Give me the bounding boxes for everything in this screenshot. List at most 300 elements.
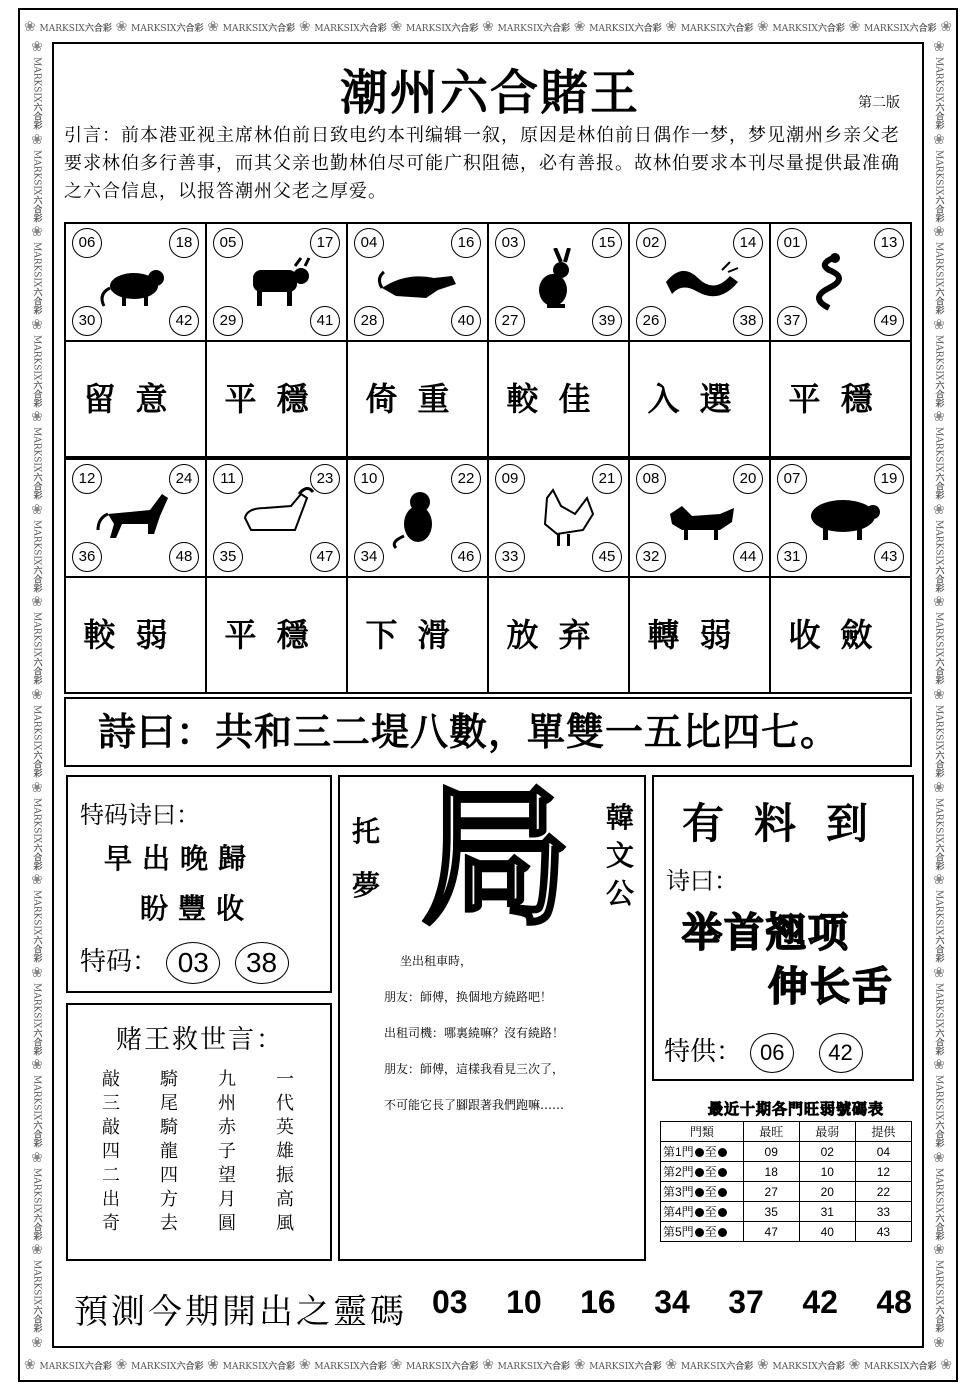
- zodiac-cell: [628, 458, 771, 578]
- zodiac-number: 12: [72, 464, 102, 494]
- savior-char: 一: [276, 1069, 294, 1090]
- flower-icon: ❀: [665, 19, 678, 35]
- flower-icon: ❀: [933, 224, 945, 241]
- watermark-text: MARKSIX六合彩: [31, 519, 42, 593]
- zodiac-number: 15: [592, 228, 622, 258]
- zodiac-number: 04: [354, 228, 384, 258]
- savior-char: 代: [276, 1093, 294, 1114]
- zodiac-number: 44: [733, 542, 763, 572]
- flower-icon: ❀: [482, 1357, 494, 1373]
- zodiac-cell: [628, 222, 771, 342]
- prediction-label: 預測今期開出之靈碼: [74, 1292, 407, 1332]
- flower-icon: ❀: [933, 1057, 945, 1074]
- zodiac-number: 48: [169, 542, 199, 572]
- zodiac-number: 18: [169, 228, 199, 258]
- savior-char: 去: [160, 1213, 178, 1234]
- flower-icon: ❀: [848, 19, 861, 35]
- savior-char: 雄: [276, 1141, 294, 1162]
- watermark-text: MARKSIX六合彩: [589, 23, 662, 34]
- watermark-text: MARKSIX六合彩: [406, 23, 479, 34]
- watermark-text: MARKSIX六合彩: [772, 1361, 845, 1372]
- flower-icon: ❀: [31, 779, 43, 796]
- zodiac-word: 下滑: [346, 576, 489, 694]
- watermark-text: MARKSIX六合彩: [933, 982, 944, 1056]
- range-start-ball: [695, 1168, 704, 1177]
- watermark-text: MARKSIX六合彩: [772, 23, 845, 34]
- zodiac-word: 入選: [628, 340, 771, 458]
- prediction-number: 42: [802, 1284, 838, 1320]
- zodiac-word: 平穩: [205, 340, 348, 458]
- zodiac-word: 平穩: [205, 576, 348, 694]
- watermark-text: MARKSIX六合彩: [31, 149, 42, 223]
- stats-table-wrap: [660, 1121, 912, 1242]
- left-vertical-text: 托 夢: [351, 815, 380, 902]
- zodiac-number: 05: [213, 228, 243, 258]
- flower-icon: ❀: [31, 409, 43, 426]
- zodiac-number: 40: [451, 306, 481, 336]
- range-end-ball: [718, 1148, 727, 1157]
- zodiac-number: 24: [169, 464, 199, 494]
- flower-icon: ❀: [848, 1357, 861, 1373]
- stats-header: 最旺: [743, 1122, 799, 1142]
- special-code-row: [80, 941, 289, 984]
- watermark-text: MARKSIX六合彩: [222, 1361, 296, 1372]
- watermark-text: MARKSIX六合彩: [39, 1361, 112, 1372]
- savior-char: 敲: [102, 1069, 120, 1090]
- watermark-text: MARKSIX六合彩: [406, 1361, 479, 1372]
- special-code-line2: 盼豐收: [140, 892, 255, 925]
- flower-icon: ❀: [933, 872, 945, 889]
- youliao-label: 特供：: [664, 1037, 743, 1067]
- watermark-text: MARKSIX六合彩: [933, 57, 944, 130]
- watermark-text: MARKSIX六合彩: [31, 797, 42, 870]
- flower-icon: ❀: [933, 1149, 945, 1166]
- zodiac-cell: [64, 458, 207, 578]
- savior-char: 奇: [102, 1213, 120, 1234]
- watermark-text: MARKSIX六合彩: [933, 797, 944, 870]
- zodiac-number: 41: [310, 306, 340, 336]
- dialog-line: 坐出租車時，: [400, 954, 473, 968]
- zodiac-number: 11: [213, 464, 243, 494]
- flower-icon: ❀: [933, 964, 945, 981]
- watermark-text: MARKSIX六合彩: [31, 612, 42, 685]
- stats-header: 門類: [661, 1122, 744, 1142]
- zodiac-number: 42: [169, 306, 199, 336]
- special-code-box: [66, 775, 332, 993]
- zodiac-number: 33: [495, 542, 525, 572]
- flower-icon: ❀: [757, 1357, 769, 1373]
- watermark-text: MARKSIX六合彩: [864, 1361, 937, 1372]
- goat-icon: [235, 484, 319, 550]
- zodiac-cell: [487, 458, 630, 578]
- stats-hot: 47: [743, 1222, 799, 1242]
- zodiac-number: 39: [592, 306, 622, 336]
- savior-char: 望: [218, 1165, 236, 1186]
- range-end-ball: [718, 1168, 727, 1177]
- savior-char: 出: [102, 1189, 120, 1210]
- zodiac-number: 30: [72, 306, 102, 336]
- zodiac-number: 45: [592, 542, 622, 572]
- zodiac-number: 43: [874, 542, 904, 572]
- watermark-text: MARKSIX六合彩: [31, 1075, 42, 1148]
- flower-icon: ❀: [933, 686, 945, 703]
- zodiac-number: 07: [777, 464, 807, 494]
- zodiac-number: 49: [874, 306, 904, 336]
- watermark-text: MARKSIX六合彩: [314, 23, 387, 34]
- range-end-ball: [718, 1228, 727, 1237]
- watermark-text: MARKSIX六合彩: [39, 23, 112, 34]
- watermark-text: MARKSIX六合彩: [933, 1167, 944, 1241]
- ox-icon: [235, 248, 319, 314]
- flower-icon: ❀: [933, 409, 945, 426]
- youliao-number: 06: [750, 1033, 794, 1073]
- flower-icon: ❀: [31, 1334, 43, 1350]
- watermark-text: MARKSIX六合彩: [864, 23, 937, 34]
- flower-icon: ❀: [31, 1242, 43, 1259]
- special-code-heading: 特码诗曰：: [80, 801, 200, 829]
- watermark-text: MARKSIX六合彩: [31, 890, 42, 963]
- flower-icon: ❀: [933, 1334, 945, 1350]
- zodiac-word: 較佳: [487, 340, 630, 458]
- range-start-ball: [695, 1148, 704, 1157]
- zodiac-number: 17: [310, 228, 340, 258]
- flower-icon: ❀: [933, 316, 945, 333]
- watermark-text: MARKSIX六合彩: [31, 242, 42, 315]
- flower-icon: ❀: [757, 19, 769, 35]
- youliao-box: [652, 775, 914, 1081]
- flower-icon: ❀: [665, 1357, 678, 1373]
- special-code-label: 特码：: [80, 947, 159, 977]
- prediction-number: 03: [432, 1284, 468, 1320]
- watermark-text: MARKSIX六合彩: [31, 1167, 42, 1241]
- savior-char: 英: [276, 1117, 294, 1138]
- rabbit-icon: [517, 248, 601, 314]
- stats-cold: 20: [799, 1182, 855, 1202]
- dialog-line: 出租司機：哪裏繞嘛？沒有繞路！: [384, 1026, 565, 1040]
- savior-char: 子: [218, 1141, 236, 1162]
- zodiac-number: 10: [354, 464, 384, 494]
- zodiac-number: 26: [636, 306, 666, 336]
- flower-icon: ❀: [31, 40, 43, 55]
- range-end-ball: [718, 1208, 727, 1217]
- watermark-text: MARKSIX六合彩: [497, 1361, 570, 1372]
- zodiac-number: 20: [733, 464, 763, 494]
- flower-icon: ❀: [933, 501, 945, 518]
- zodiac-number: 01: [777, 228, 807, 258]
- flower-icon: ❀: [31, 964, 43, 981]
- stats-pick: 43: [855, 1222, 911, 1242]
- stats-pick: 12: [855, 1162, 911, 1182]
- snake-icon: [799, 248, 883, 314]
- stats-hot: 18: [743, 1162, 799, 1182]
- watermark-text: MARKSIX六合彩: [314, 1361, 387, 1372]
- zodiac-number: 08: [636, 464, 666, 494]
- youliao-number: 42: [819, 1033, 863, 1073]
- savior-char: 州: [218, 1093, 236, 1114]
- zodiac-cell: [205, 222, 348, 342]
- watermark-text: MARKSIX六合彩: [933, 612, 944, 685]
- flower-icon: ❀: [940, 19, 952, 35]
- watermark-text: MARKSIX六合彩: [497, 23, 570, 34]
- savior-char: 方: [160, 1189, 178, 1210]
- special-code-line1: 早出晚歸: [104, 842, 257, 875]
- stats-cold: 02: [799, 1142, 855, 1162]
- watermark-text: MARKSIX六合彩: [31, 334, 42, 408]
- savior-char: 圓: [218, 1213, 236, 1234]
- horse-icon: [94, 484, 178, 550]
- middle-story-box: [338, 772, 646, 1261]
- dialog-line: 不可能它長了腳跟著我們跑嘛……: [384, 1098, 565, 1112]
- watermark-left: [24, 40, 50, 1350]
- zodiac-number: 22: [451, 464, 481, 494]
- zodiac-cell: [205, 458, 348, 578]
- zodiac-number: 35: [213, 542, 243, 572]
- flower-icon: ❀: [31, 131, 43, 148]
- watermark-text: MARKSIX六合彩: [680, 1361, 754, 1372]
- youliao-heading: 有料到: [682, 799, 899, 848]
- poem-banner: 詩曰：共和三二堤八數，單雙一五比四七。: [64, 697, 912, 767]
- zodiac-word: 放弃: [487, 576, 630, 694]
- zodiac-word: 轉弱: [628, 576, 771, 694]
- stats-hot: 35: [743, 1202, 799, 1222]
- zodiac-number: 36: [72, 542, 102, 572]
- zodiac-number: 03: [495, 228, 525, 258]
- watermark-text: MARKSIX六合彩: [31, 57, 42, 130]
- watermark-text: MARKSIX六合彩: [933, 149, 944, 223]
- flower-icon: ❀: [573, 1357, 586, 1373]
- watermark-bottom: [24, 1352, 952, 1378]
- stats-pick: 22: [855, 1182, 911, 1202]
- watermark-text: MARKSIX六合彩: [31, 427, 42, 500]
- zodiac-number: 31: [777, 542, 807, 572]
- prediction-number: 10: [506, 1284, 542, 1320]
- zodiac-number: 32: [636, 542, 666, 572]
- zodiac-number: 46: [451, 542, 481, 572]
- tiger-icon: [376, 248, 460, 314]
- range-end-ball: [718, 1188, 727, 1197]
- stats-door: 第4門 至: [661, 1202, 744, 1222]
- stats-door: 第5門 至: [661, 1222, 744, 1242]
- watermark-text: MARKSIX六合彩: [933, 519, 944, 593]
- savior-char: 騎: [160, 1069, 178, 1090]
- flower-icon: ❀: [298, 1357, 311, 1373]
- stats-title: 最近十期各門旺弱號碼表: [707, 1100, 884, 1118]
- stats-cold: 40: [799, 1222, 855, 1242]
- savior-char: 高: [276, 1189, 294, 1210]
- youliao-row: [664, 1031, 863, 1073]
- watermark-text: MARKSIX六合彩: [131, 23, 204, 34]
- flower-icon: ❀: [31, 1149, 43, 1166]
- zodiac-number: 19: [874, 464, 904, 494]
- savior-char: 振: [276, 1165, 294, 1186]
- zodiac-number: 16: [451, 228, 481, 258]
- flower-icon: ❀: [207, 1357, 219, 1373]
- savior-char: 風: [276, 1213, 294, 1234]
- stats-hot: 27: [743, 1182, 799, 1202]
- savior-char: 四: [102, 1141, 120, 1162]
- right-vertical-text: 韓 文 公: [605, 801, 634, 910]
- watermark-text: MARKSIX六合彩: [589, 1361, 662, 1372]
- zodiac-number: 29: [213, 306, 243, 336]
- zodiac-number: 09: [495, 464, 525, 494]
- zodiac-cell: [346, 222, 489, 342]
- flower-icon: ❀: [933, 40, 945, 55]
- stats-pick: 04: [855, 1142, 911, 1162]
- zodiac-cell: [487, 222, 630, 342]
- flower-icon: ❀: [933, 594, 945, 611]
- zodiac-number: 34: [354, 542, 384, 572]
- range-start-ball: [695, 1208, 704, 1217]
- savior-char: 二: [102, 1165, 120, 1186]
- prediction-number: 16: [580, 1284, 616, 1320]
- watermark-text: MARKSIX六合彩: [31, 1260, 42, 1333]
- flower-icon: ❀: [207, 19, 219, 35]
- zodiac-number: 02: [636, 228, 666, 258]
- flower-icon: ❀: [390, 1357, 403, 1373]
- watermark-text: MARKSIX六合彩: [933, 1075, 944, 1148]
- pig-icon: [799, 484, 883, 550]
- watermark-text: MARKSIX六合彩: [680, 23, 754, 34]
- flower-icon: ❀: [31, 224, 43, 241]
- watermark-text: MARKSIX六合彩: [31, 982, 42, 1056]
- range-start-ball: [695, 1228, 704, 1237]
- savior-char: 龍: [160, 1141, 178, 1162]
- zodiac-cell: [769, 222, 912, 342]
- zodiac-cell: [346, 458, 489, 578]
- flower-icon: ❀: [31, 686, 43, 703]
- dialog-line: 朋友：師傅，這樣我看見三次了，: [384, 1062, 565, 1076]
- monkey-icon: [376, 484, 460, 550]
- zodiac-number: 13: [874, 228, 904, 258]
- flower-icon: ❀: [390, 19, 403, 35]
- dragon-icon: [658, 248, 742, 314]
- flower-icon: ❀: [933, 1242, 945, 1259]
- zodiac-word: 留意: [64, 340, 207, 458]
- special-code-number: 38: [235, 942, 289, 984]
- stats-row: [661, 1202, 912, 1222]
- watermark-text: MARKSIX六合彩: [222, 23, 296, 34]
- watermark-right: [926, 40, 952, 1350]
- zodiac-number: 28: [354, 306, 384, 336]
- youliao-line2: 伸长舌: [768, 964, 894, 1010]
- flower-icon: ❀: [115, 1357, 128, 1373]
- page-title: 潮州六合賭王: [339, 65, 640, 121]
- savior-char: 四: [160, 1165, 178, 1186]
- zodiac-number: 38: [733, 306, 763, 336]
- watermark-text: MARKSIX六合彩: [31, 705, 42, 778]
- zodiac-number: 37: [777, 306, 807, 336]
- watermark-text: MARKSIX六合彩: [933, 334, 944, 408]
- savior-char: 月: [218, 1189, 236, 1210]
- youliao-line1: 举首翘项: [682, 910, 850, 956]
- stats-header-row: [661, 1122, 912, 1142]
- flower-icon: ❀: [940, 1357, 952, 1373]
- range-start-ball: [695, 1188, 704, 1197]
- prediction-number: 37: [728, 1284, 764, 1320]
- stats-door: 第3門 至: [661, 1182, 744, 1202]
- savior-char: 敲: [102, 1117, 120, 1138]
- stats-door: 第1門 至: [661, 1142, 744, 1162]
- zodiac-number: 23: [310, 464, 340, 494]
- savior-box: [66, 1003, 332, 1261]
- flower-icon: ❀: [482, 19, 494, 35]
- zodiac-word: 平穩: [769, 340, 912, 458]
- flower-icon: ❀: [298, 19, 311, 35]
- dialog-line: 朋友：師傅，换個地方繞路吧！: [384, 990, 553, 1004]
- stats-header: 最弱: [799, 1122, 855, 1142]
- intro-text: 引言：前本港亚视主席林伯前日致电约本刊编辑一叙，原因是林伯前日偶作一梦，梦见潮州乡亲父老要求林伯多行善事，而其父亲也勤林伯尽可能广积阻德，必有善报。故林伯要求本刊尽量提供最准确之六合信息，以报答潮州父老之厚爱。: [64, 125, 900, 202]
- flower-icon: ❀: [933, 779, 945, 796]
- zodiac-number: 06: [72, 228, 102, 258]
- prediction-number: 34: [654, 1284, 690, 1320]
- stats-door: 第2門 至: [661, 1162, 744, 1182]
- youliao-poem-label: 诗曰：: [666, 867, 738, 895]
- prediction-numbers: [432, 1284, 912, 1328]
- flower-icon: ❀: [31, 1057, 43, 1074]
- zodiac-word: 倚重: [346, 340, 489, 458]
- stats-row: [661, 1222, 912, 1242]
- watermark-text: MARKSIX六合彩: [933, 242, 944, 315]
- savior-char: 赤: [218, 1117, 236, 1138]
- stats-row: [661, 1182, 912, 1202]
- savior-heading: 赌王救世言：: [116, 1025, 285, 1055]
- special-code-number: 03: [166, 942, 220, 984]
- watermark-top: [24, 14, 952, 40]
- flower-icon: ❀: [31, 501, 43, 518]
- flower-icon: ❀: [24, 1357, 36, 1373]
- flower-icon: ❀: [933, 131, 945, 148]
- flower-icon: ❀: [31, 316, 43, 333]
- prediction-number: 48: [876, 1284, 912, 1320]
- savior-char: 九: [218, 1069, 236, 1090]
- flower-icon: ❀: [24, 19, 36, 35]
- zodiac-word: 較弱: [64, 576, 207, 694]
- savior-char: 三: [102, 1093, 120, 1114]
- dog-icon: [658, 484, 742, 550]
- savior-char: 尾: [160, 1093, 178, 1114]
- flower-icon: ❀: [31, 594, 43, 611]
- zodiac-number: 47: [310, 542, 340, 572]
- flower-icon: ❀: [115, 19, 128, 35]
- zodiac-cell: [64, 222, 207, 342]
- flower-icon: ❀: [31, 872, 43, 889]
- zodiac-number: 21: [592, 464, 622, 494]
- rooster-icon: [517, 484, 601, 550]
- rat-icon: [94, 248, 178, 314]
- savior-char: 騎: [160, 1117, 178, 1138]
- stats-header: 提供: [855, 1122, 911, 1142]
- watermark-text: MARKSIX六合彩: [933, 427, 944, 500]
- stats-cold: 31: [799, 1202, 855, 1222]
- big-character: 局: [420, 772, 571, 946]
- stats-pick: 33: [855, 1202, 911, 1222]
- stats-row: [661, 1162, 912, 1182]
- edition-label: 第二版: [858, 95, 900, 111]
- watermark-text: MARKSIX六合彩: [131, 1361, 204, 1372]
- zodiac-number: 14: [733, 228, 763, 258]
- watermark-text: MARKSIX六合彩: [933, 890, 944, 963]
- stats-hot: 09: [743, 1142, 799, 1162]
- stats-row: [661, 1142, 912, 1162]
- watermark-text: MARKSIX六合彩: [933, 1260, 944, 1333]
- zodiac-cell: [769, 458, 912, 578]
- flower-icon: ❀: [573, 19, 586, 35]
- stats-cold: 10: [799, 1162, 855, 1182]
- zodiac-number: 27: [495, 306, 525, 336]
- zodiac-word: 收斂: [769, 576, 912, 694]
- stats-table: [660, 1121, 912, 1242]
- watermark-text: MARKSIX六合彩: [933, 705, 944, 778]
